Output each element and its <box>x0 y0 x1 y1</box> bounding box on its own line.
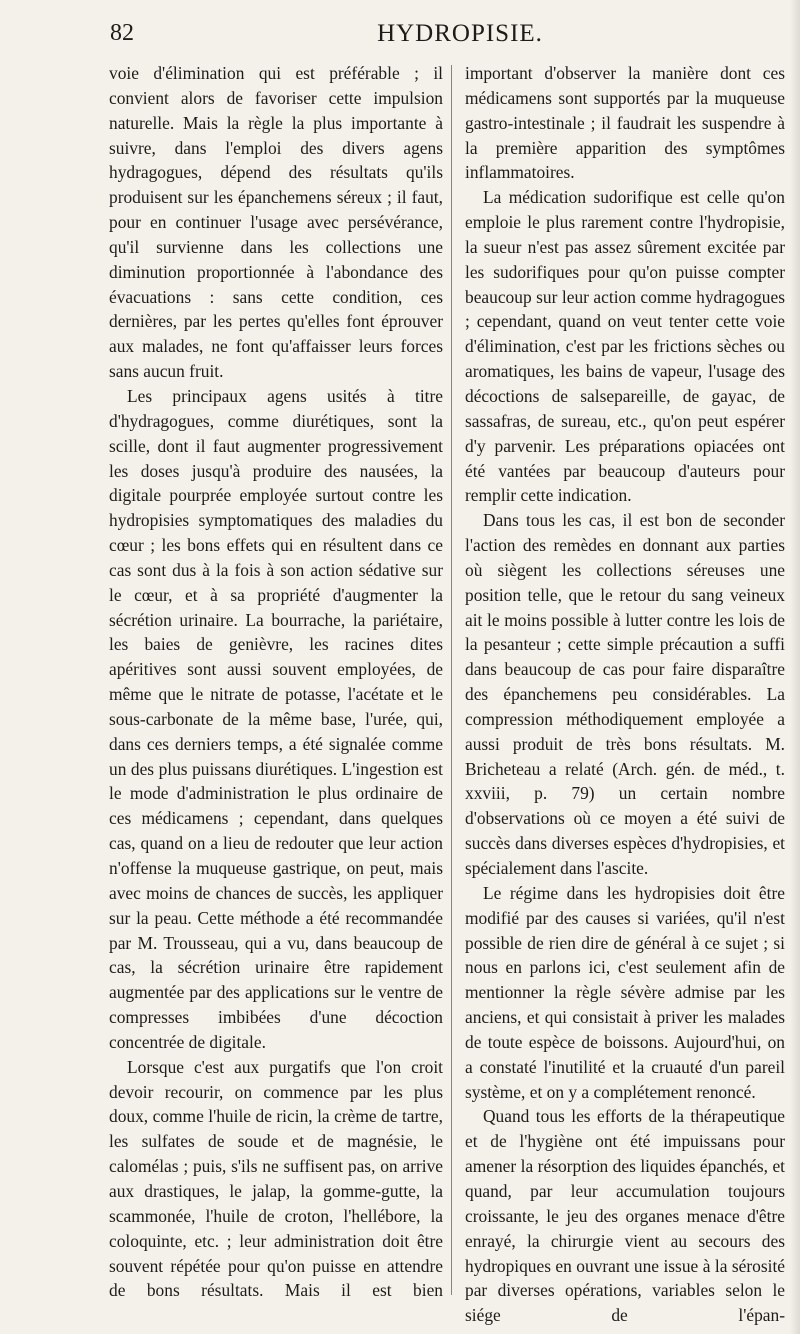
running-title: HYDROPISIE. <box>377 20 543 47</box>
text-columns <box>109 61 785 1326</box>
page-edge-shadow <box>790 0 800 1334</box>
left-column <box>109 61 443 1303</box>
page-header <box>110 20 780 54</box>
paragraph: Lorsque c'est aux purgatifs que l'on croit devoir recourir, on commence par les plus doux, comme l'huile de ricin, la crème de tartre, les sulfates de soude et de magnésie, le calomélas ; puis, s'ils ne suffisent pas, on arrive aux drastiques, le jalap, la gomme-gutte, la scammonée, l'huile de croton, l'hellébore, la coloquinte, etc. ; leur administration doit être souvent répétée pour qu'on puisse en attendre de bons résultats. Mais il est bien <box>109 1056 443 1301</box>
right-column <box>465 61 785 1328</box>
page-number: 82 <box>110 20 134 46</box>
paragraph: La médication sudorifique est celle qu'on emploie le plus rarement contre l'hydropisie, la sueur n'est pas assez sûrement excitée par les sudorifiques pour qu'on puisse compter beaucoup sur leur action comme hydragogues ; cependant, quand on veut tenter cette voie d'élimination, c'est par les frictions sèches ou aromatiques, les bains de vapeur, l'usage des décoctions de salsepareille, de gayac, de sassafras, de sureau, etc., qu'on peut espérer d'y parvenir. Les préparations opiacées ont été vantées par beaucoup d'auteurs pour remplir cette indication. <box>465 187 785 506</box>
paragraph: Dans tous les cas, il est bon de seconder l'action des remèdes en donnant aux parties où siègent les collections séreuses une position telle, que le retour du sang veineux ait le moins possible à lutter contre les lois de la pesanteur ; cette simple précaution a suffi dans beaucoup de cas pour faire disparaître des épanchemens peu considérables. La compression méthodiquement employée a aussi produit de très bons résultats. M. Bricheteau a relaté (Arch. gén. de méd., t. xxviii, p. 79) un certain nombre d'observations où ce moyen a été suivi de succès dans diverses espèces d'hydropisies, et spécialement dans l'ascite. <box>465 510 785 878</box>
paragraph: Quand tous les efforts de la thérapeutique et de l'hygiène ont été impuissans pour amener la résorption des liquides épanchés, et quand, par leur accumulation toujours croissante, le jeu des organes menace d'être enrayé, la chirurgie vient au secours des hydropiques en ouvrant une issue à la sérosité par diverses opérations, variables selon le siége de l'épan- <box>465 1106 785 1326</box>
paragraph: important d'observer la manière dont ces médicamens sont supportés par la muqueuse gastro-intestinale ; il faudrait les suspendre à la première apparition des symptômes inflammatoires. <box>465 63 785 183</box>
paragraph: Les principaux agens usités à titre d'hydragogues, comme diurétiques, sont la scille, dont il faut augmenter progressivement les doses jusqu'à produire des nausées, la digitale pourprée employée surtout contre les hydropisies symptomatiques des maladies du cœur ; les bons effets qui en résultent dans ce cas sont dus à la fois à son action sédative sur le cœur, et à sa propriété d'augmenter la sécrétion urinaire. La bourrache, la pariétaire, les baies de genièvre, les racines dites apéritives sont aussi souvent employées, de même que le nitrate de potasse, l'acétate et le sous-carbonate de la même base, l'urée, qui, dans ces derniers temps, a été signalée comme un des plus puissans diurétiques. L'ingestion est le mode d'administration le plus ordinaire de ces médicamens ; cependant, dans quelques cas, quand on a lieu de redouter que leur action n'offense la muqueuse gastrique, on peut, mais avec moins de chances de succès, les appliquer sur la peau. Cette méthode a été recommandée par M. Trousseau, qui a vu, dans beaucoup de cas, la sécrétion urinaire être rapidement augmentée par des applications sur le ventre de compresses imbibées d'une décoction concentrée de digitale. <box>109 385 443 1052</box>
paragraph: Le régime dans les hydropisies doit être modifié par des causes si variées, qu'il n'est possible de rien dire de général à ce sujet ; si nous en parlons ici, c'est seulement afin de mentionner la règle sévère admise par les anciens, et qui consistait à priver les malades de toute espèce de boissons. Aujourd'hui, on a constaté l'inutilité et la cruauté d'un pareil système, et on y a complétement renoncé. <box>465 882 785 1102</box>
column-divider <box>451 65 452 1295</box>
paragraph: voie d'élimination qui est préférable ; il convient alors de favoriser cette impulsion naturelle. Mais la règle la plus importante à suivre, dans l'emploi des divers agens hydragogues, dépend des résultats qu'ils produisent sur les épanchemens séreux ; il faut, pour en continuer l'usage avec persévérance, qu'il survienne dans les collections une diminution proportionnée à l'abondance des évacuations : sans cette condition, ces dernières, par les pertes qu'elles font éprouver aux malades, ne font qu'affaisser leurs forces sans aucun fruit. <box>109 63 443 382</box>
